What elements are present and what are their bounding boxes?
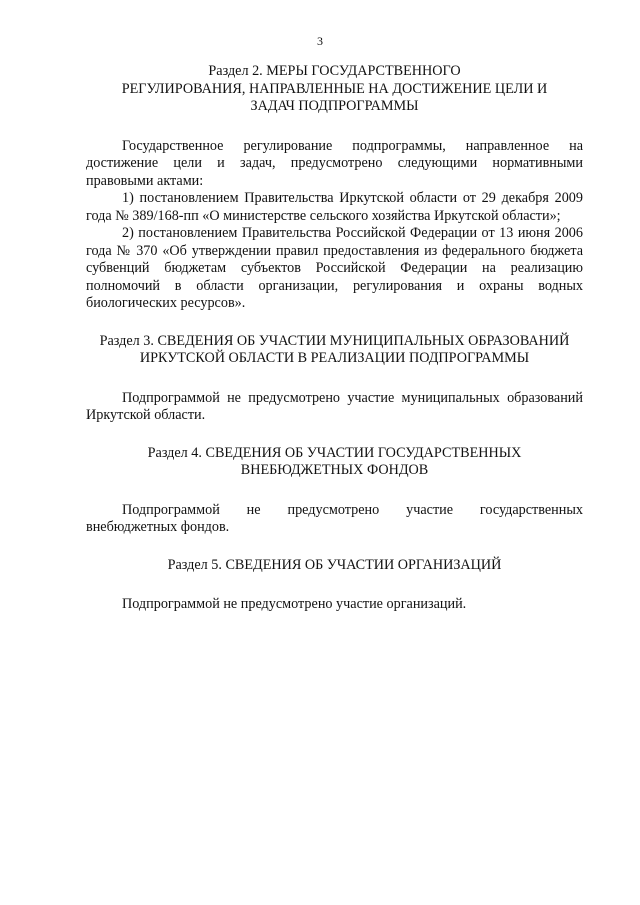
section-5-heading	[86, 557, 583, 575]
section-4-heading-line-2: ВНЕБЮДЖЕТНЫХ ФОНДОВ	[240, 462, 429, 478]
section-2-heading-line-1: Раздел 2. МЕРЫ ГОСУДАРСТВЕННОГО	[208, 63, 461, 79]
page-content	[86, 63, 583, 614]
section-5-heading-line-1: Раздел 5. СВЕДЕНИЯ ОБ УЧАСТИИ ОРГАНИЗАЦИЙ	[167, 556, 502, 573]
section-3-heading-line-2: ИРКУТСКОЙ ОБЛАСТИ В РЕАЛИЗАЦИИ ПОДПРОГРАММЫ	[139, 350, 530, 366]
section-2-item-1: 1) постановлением Правительства Иркутской области от 29 декабря 2009 года № 389/168-пп «О министерстве сельского хозяйства Иркутской области»;	[86, 190, 583, 224]
section-2-intro: Государственное регулирование подпрограммы, направленное на достижение цели и задач, предусмотрено следующими нормативными правовыми актами:	[86, 137, 583, 189]
page-number: 3	[317, 34, 323, 48]
section-5-text: Подпрограммой не предусмотрено участие организаций.	[122, 596, 467, 612]
section-4-heading-line-1: Раздел 4. СВЕДЕНИЯ ОБ УЧАСТИИ ГОСУДАРСТВЕННЫХ	[147, 444, 522, 461]
section-3-text: Подпрограммой не предусмотрено участие муниципальных образований Иркутской области.	[86, 389, 583, 423]
section-2-heading-line-3: ЗАДАЧ ПОДПРОГРАММЫ	[250, 98, 419, 114]
section-4	[86, 445, 583, 537]
section-4-heading	[86, 445, 583, 480]
section-3-heading-line-1: Раздел 3. СВЕДЕНИЯ ОБ УЧАСТИИ МУНИЦИПАЛЬНЫХ ОБРАЗОВАНИЙ	[99, 332, 570, 349]
section-2	[86, 63, 583, 313]
section-3-heading	[86, 333, 583, 368]
section-2-item-2: 2) постановлением Правительства Российской Федерации от 13 июня 2006 года № 370 «Об утверждении правил предоставления из федерального бюджета субвенций бюджетам субъектов Российской Федерации на реализацию полномочий в области организации, регулирования и охраны водных биологических ресурсов».	[86, 225, 583, 311]
section-3	[86, 333, 583, 425]
section-4-text: Подпрограммой не предусмотрено участие государственных внебюджетных фондов.	[86, 501, 583, 535]
section-5	[86, 557, 583, 614]
section-2-heading	[86, 63, 583, 116]
section-2-heading-line-2: РЕГУЛИРОВАНИЯ, НАПРАВЛЕННЫЕ НА ДОСТИЖЕНИЕ ЦЕЛИ И	[121, 80, 548, 97]
